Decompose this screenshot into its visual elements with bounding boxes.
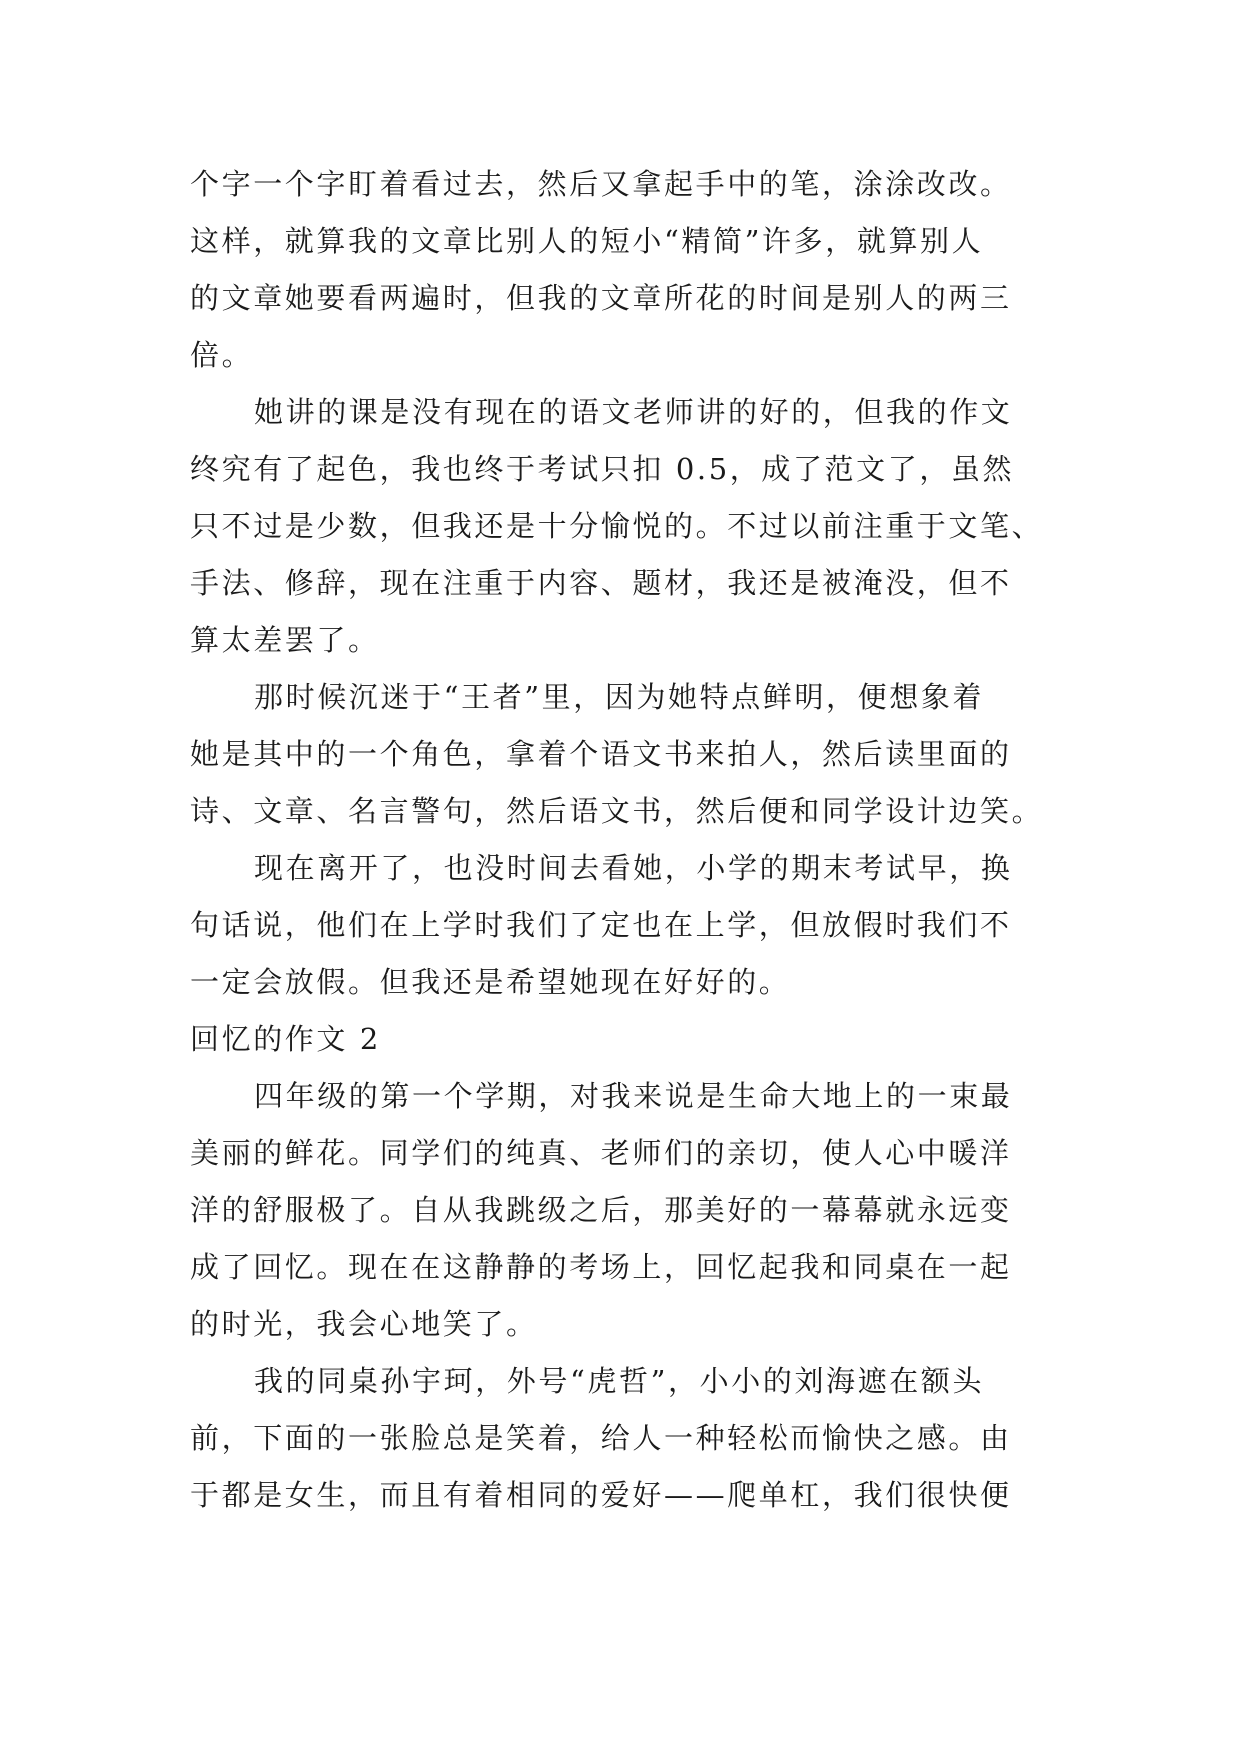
text-line: 前，下面的一张脸总是笑着，给人一种轻松而愉快之感。由 xyxy=(190,1421,1012,1455)
paragraph-first-line: 那时候沉迷于“王者”里，因为她特点鲜明，便想象着 xyxy=(254,680,985,714)
essay-body xyxy=(190,156,1070,1524)
text-line: 个字一个字盯着看过去，然后又拿起手中的笔，涂涂改改。 xyxy=(190,167,1012,201)
section-heading: 回忆的作文 2 xyxy=(190,1022,381,1056)
text-line: 洋的舒服极了。自从我跳级之后，那美好的一幕幕就永远变 xyxy=(190,1193,1012,1227)
text-line: 诗、文章、名言警句，然后语文书，然后便和同学设计边笑。 xyxy=(190,794,1044,828)
text-line: 这样，就算我的文章比别人的短小“精简”许多，就算别人 xyxy=(190,224,984,258)
paragraph-first-line: 我的同桌孙宇珂，外号“虎哲”，小小的刘海遮在额头 xyxy=(254,1364,985,1398)
text-line: 的文章她要看两遍时，但我的文章所花的时间是别人的两三 xyxy=(190,281,1012,315)
text-line: 倍。 xyxy=(190,338,254,372)
text-line: 她是其中的一个角色，拿着个语文书来拍人，然后读里面的 xyxy=(190,737,1012,771)
text-line: 的时光，我会心地笑了。 xyxy=(190,1307,538,1341)
text-line: 只不过是少数，但我还是十分愉悦的。不过以前注重于文笔、 xyxy=(190,509,1044,543)
text-line: 终究有了起色，我也终于考试只扣 0.5，成了范文了，虽然 xyxy=(190,452,1015,486)
paragraph-first-line: 她讲的课是没有现在的语文老师讲的好的，但我的作文 xyxy=(254,395,1013,429)
text-line: 美丽的鲜花。同学们的纯真、老师们的亲切，使人心中暖洋 xyxy=(190,1136,1012,1170)
paragraph-first-line: 现在离开了，也没时间去看她，小学的期末考试早，换 xyxy=(254,851,1013,885)
text-line: 成了回忆。现在在这静静的考场上，回忆起我和同桌在一起 xyxy=(190,1250,1012,1284)
text-line: 手法、修辞，现在注重于内容、题材，我还是被淹没，但不 xyxy=(190,566,1012,600)
text-line: 于都是女生，而且有着相同的爱好——爬单杠，我们很快便 xyxy=(190,1478,1012,1512)
text-line: 算太差罢了。 xyxy=(190,623,380,657)
paragraph-first-line: 四年级的第一个学期，对我来说是生命大地上的一束最 xyxy=(254,1079,1013,1113)
text-line: 一定会放假。但我还是希望她现在好好的。 xyxy=(190,965,791,999)
text-line: 句话说，他们在上学时我们了定也在上学，但放假时我们不 xyxy=(190,908,1012,942)
